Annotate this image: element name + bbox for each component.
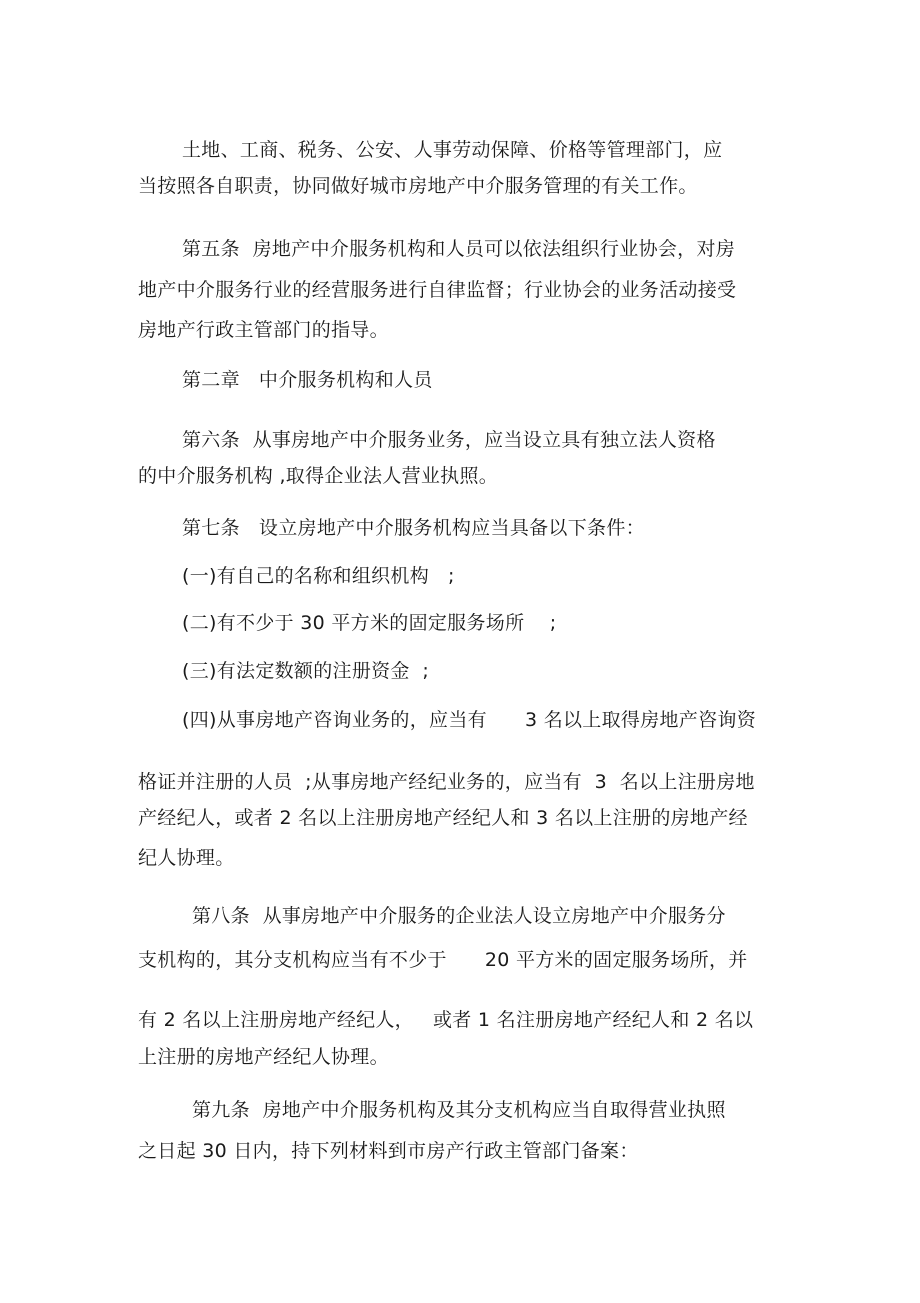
text-line: 产经纪人，或者 2 名以上注册房地产经纪人和 3 名以上注册的房地产经 xyxy=(138,807,748,829)
list-item: (四)从事房地产咨询业务的，应当有 3 名以上取得房地产咨询资 xyxy=(182,709,756,731)
article-6-heading-line: 第六条 从事房地产中介服务业务，应当设立具有独立法人资格 xyxy=(182,429,716,451)
text-line: 的中介服务机构 ,取得企业法人营业执照。 xyxy=(138,465,499,487)
text-line: 地产中介服务行业的经营服务进行自律监督；行业协会的业务活动接受 xyxy=(138,279,737,301)
article-9-heading-line: 第九条 房地产中介服务机构及其分支机构应当自取得营业执照 xyxy=(192,1099,726,1121)
article-7-heading-line: 第七条 设立房地产中介服务机构应当具备以下条件： xyxy=(182,517,645,539)
chapter-2-heading: 第二章 中介服务机构和人员 xyxy=(182,369,433,391)
text-line: 上注册的房地产经纪人协理。 xyxy=(138,1046,389,1068)
text-line: 之日起 30 日内，持下列材料到市房产行政主管部门备案： xyxy=(138,1140,639,1162)
list-item: (一)有自己的名称和组织机构 ; xyxy=(182,565,455,587)
article-8-heading-line: 第八条 从事房地产中介服务的企业法人设立房地产中介服务分 xyxy=(192,905,726,927)
text-line: 格证并注册的人员 ;从事房地产经纪业务的，应当有 3 名以上注册房地 xyxy=(138,771,755,793)
text-line: 支机构的，其分支机构应当有不少于 20 平方米的固定服务场所，并 xyxy=(138,949,748,971)
list-item: (三)有法定数额的注册资金 ; xyxy=(182,660,430,682)
list-item: (二)有不少于 30 平方米的固定服务场所 ; xyxy=(182,612,557,634)
text-line: 土地、工商、税务、公安、人事劳动保障、价格等管理部门，应 xyxy=(182,139,723,161)
text-line: 纪人协理。 xyxy=(138,847,235,869)
article-5-heading-line: 第五条 房地产中介服务机构和人员可以依法组织行业协会，对房 xyxy=(182,238,736,260)
text-line: 当按照各自职责，协同做好城市房地产中介服务管理的有关工作。 xyxy=(138,175,698,197)
text-line: 有 2 名以上注册房地产经纪人， 或者 1 名注册房地产经纪人和 2 名以 xyxy=(138,1009,754,1031)
text-line: 房地产行政主管部门的指导。 xyxy=(138,319,389,341)
